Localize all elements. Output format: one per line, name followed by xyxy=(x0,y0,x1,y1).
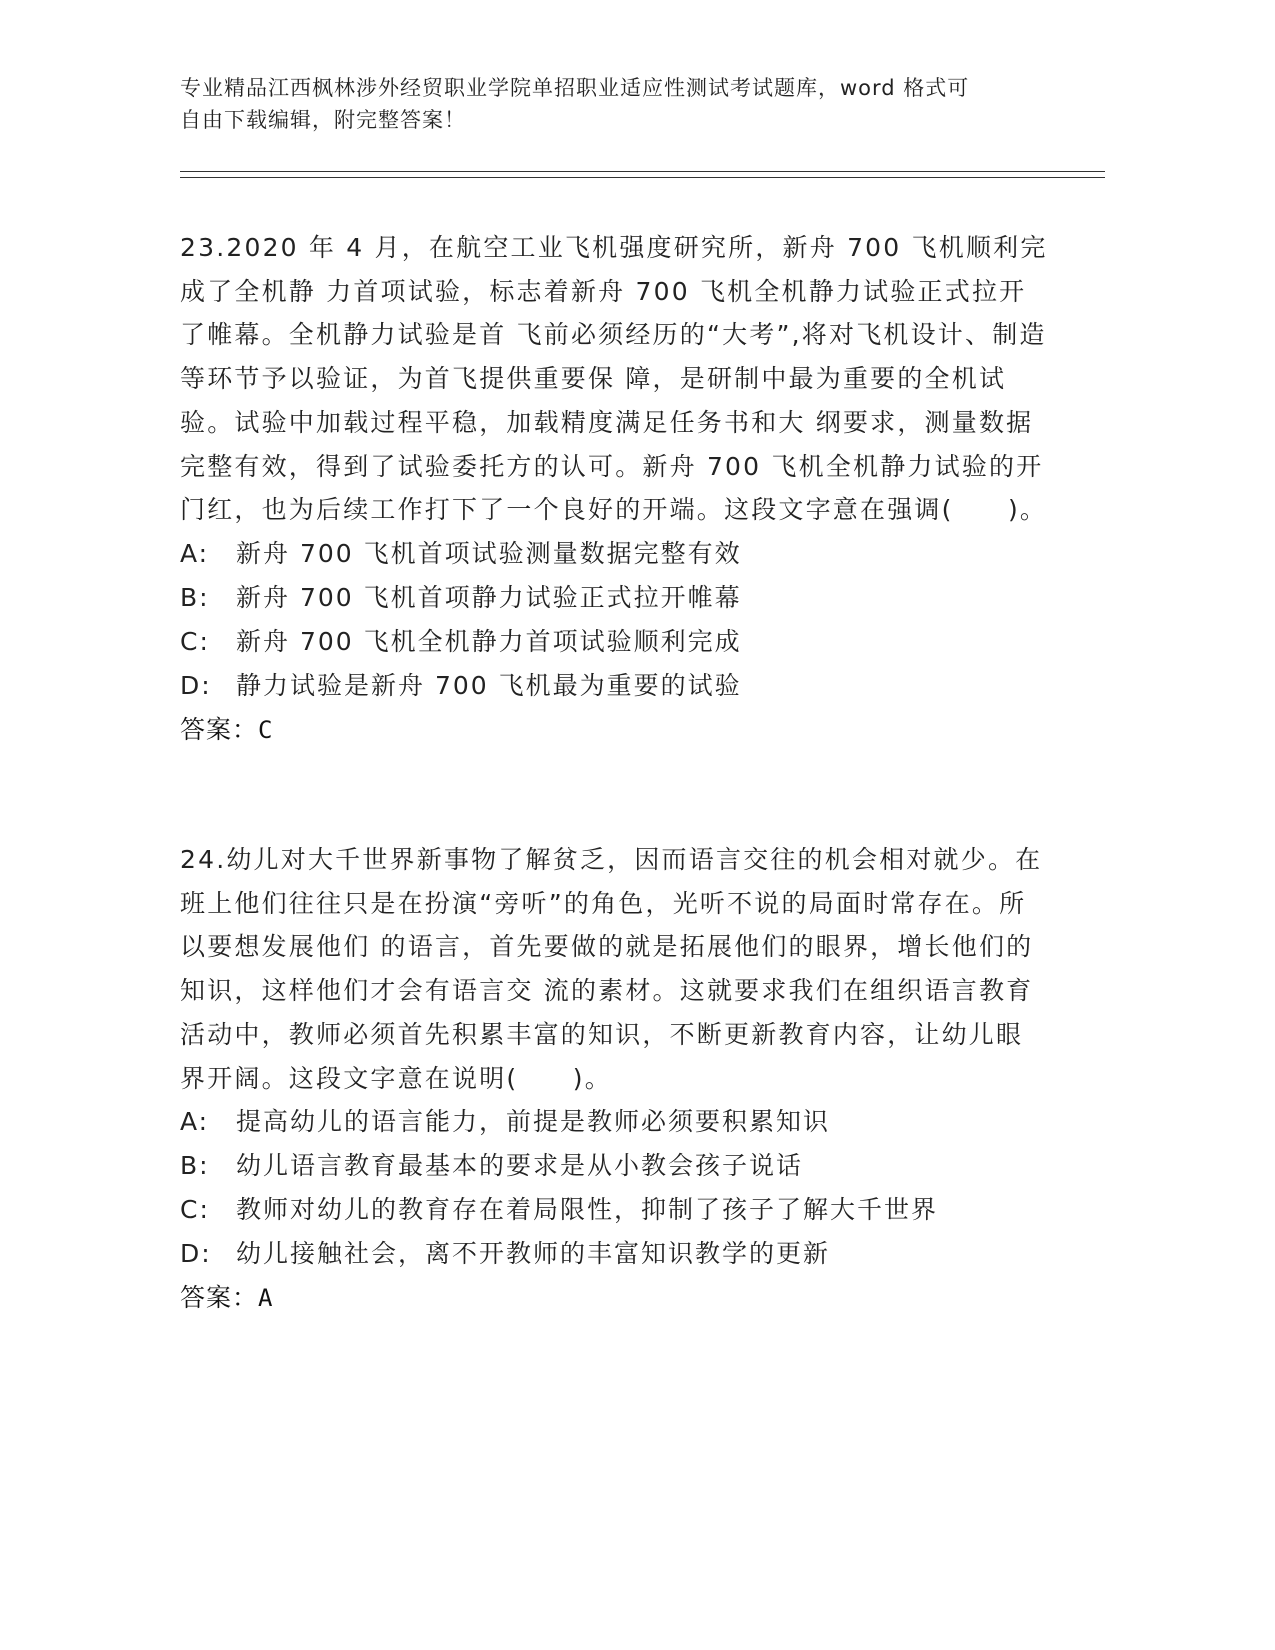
question-text: 23.2020 年 4 月，在航空工业飞机强度研究所，新舟 700 飞机顺利完成了全机静 力首项试验，标志着新舟 700 飞机全机静力试验正式拉开了帷幕。全机静力试验是首 飞前必须经历的“大考”,将对飞机设计、制造等环节予以验证，为首飞提供重要保 障，是研制中最为重要的全机试验。试验中加载过程平稳，加载精度满足任务书和大 纲要求，测量数据完整有效，得到了试验委托方的认可。新舟 700 飞机全机静力试验的开门红，也为后续工作打下了一个良好的开端。这段文字意在强调( )。 xyxy=(180,233,1048,525)
question-24 xyxy=(180,838,1050,1320)
option-c xyxy=(180,620,1050,664)
option-key: C: xyxy=(180,1195,210,1225)
option-text: 幼儿语言教育最基本的要求是从小教会孩子说话 xyxy=(236,1151,804,1181)
answer-label: 答案： xyxy=(180,1283,259,1313)
option-text: 新舟 700 飞机首项试验测量数据完整有效 xyxy=(236,538,742,568)
option-text: 静力试验是新舟 700 飞机最为重要的试验 xyxy=(236,670,742,700)
answer-line xyxy=(180,708,1050,752)
document-header xyxy=(180,72,1060,136)
option-key: D: xyxy=(180,670,212,700)
option-text: 幼儿接触社会，离不开教师的丰富知识教学的更新 xyxy=(236,1239,831,1269)
options-list xyxy=(180,532,1050,708)
option-key: A: xyxy=(180,538,210,568)
answer-value: A xyxy=(258,1284,274,1313)
option-a xyxy=(180,532,1050,576)
option-key: D: xyxy=(180,1239,212,1269)
option-key: B: xyxy=(180,582,210,612)
option-c xyxy=(180,1188,1050,1232)
option-d xyxy=(180,664,1050,708)
question-text: 24.幼儿对大千世界新事物了解贫乏，因而语言交往的机会相对就少。在班上他们往往只是在扮演“旁听”的角色，光听不说的局面时常存在。所以要想发展他们 的语言，首先要做的就是拓展他们的眼界，增长他们的知识，这样他们才会有语言交 流的素材。这就要求我们在组织语言教育活动中，教师必须首先积累丰富的知识，不断更新教育内容，让幼儿眼界开阔。这段文字意在说明( )。 xyxy=(180,845,1043,1093)
option-text: 提高幼儿的语言能力，前提是教师必须要积累知识 xyxy=(236,1107,831,1137)
option-text: 新舟 700 飞机首项静力试验正式拉开帷幕 xyxy=(236,582,742,612)
header-line-2: 自由下载编辑，附完整答案！ xyxy=(180,108,466,132)
answer-label: 答案： xyxy=(180,714,259,744)
question-23 xyxy=(180,226,1050,752)
option-key: B: xyxy=(180,1151,210,1181)
answer-line xyxy=(180,1276,1050,1320)
option-d xyxy=(180,1232,1050,1276)
options-list xyxy=(180,1100,1050,1276)
option-b xyxy=(180,576,1050,620)
option-a xyxy=(180,1100,1050,1144)
option-key: A: xyxy=(180,1107,210,1137)
header-divider xyxy=(180,171,1105,178)
answer-value: C xyxy=(258,715,274,744)
option-b xyxy=(180,1144,1050,1188)
option-key: C: xyxy=(180,626,210,656)
header-line-1: 专业精品江西枫林涉外经贸职业学院单招职业适应性测试考试题库，word 格式可 xyxy=(180,76,970,100)
option-text: 新舟 700 飞机全机静力首项试验顺利完成 xyxy=(236,626,742,656)
option-text: 教师对幼儿的教育存在着局限性，抑制了孩子了解大千世界 xyxy=(236,1195,939,1225)
